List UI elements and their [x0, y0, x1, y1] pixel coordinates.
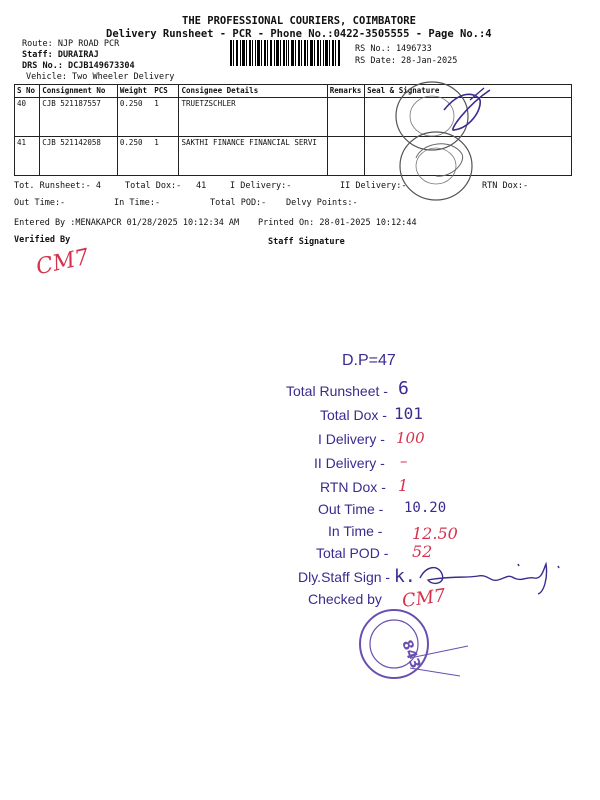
dp-note: D.P=47 — [342, 352, 396, 369]
cell-pcs: 1 — [152, 137, 179, 176]
handwritten-initials: CM7 — [33, 244, 92, 281]
vehicle-text: Vehicle: Two Wheeler Delivery — [26, 72, 175, 82]
hw-label-total-runsheet: Total Runsheet - — [286, 383, 388, 399]
hw-value-in-time: 12.50 — [412, 524, 458, 543]
delvy-points-label: Delvy Points:- — [286, 198, 358, 208]
hw-label-total-dox: Total Dox - — [320, 407, 387, 423]
col-pcs: PCS — [152, 85, 179, 98]
total-dox-value: 41 — [196, 181, 207, 191]
finance-seal-stamp — [392, 128, 482, 208]
hw-value-out-time: 10.20 — [404, 500, 447, 516]
hw-value-total-pod: 52 — [412, 542, 433, 561]
cell-sno: 40 — [15, 98, 40, 137]
cell-consignee: SAKTHI FINANCE FINANCIAL SERVI — [179, 137, 327, 176]
hw-value-rtn-dox: 1 — [398, 476, 409, 495]
company-title: THE PROFESSIONAL COURIERS, COIMBATORE — [182, 15, 416, 27]
cell-remarks — [327, 137, 364, 176]
rtn-dox-label: RTN Dox:- — [482, 181, 529, 191]
cell-remarks — [327, 98, 364, 137]
col-weight: Weight — [117, 85, 152, 98]
hw-value-dly-staff-sign: k. — [394, 566, 416, 587]
hw-label-rtn-dox: RTN Dox - — [320, 479, 386, 495]
col-sno: S No — [15, 85, 40, 98]
cell-consignment: CJB 521187557 — [40, 98, 118, 137]
tot-runsheet: Tot. Runsheet:- 4 — [14, 181, 101, 191]
staff-signature-label: Staff Signature — [268, 237, 345, 247]
staff-text: Staff: DURAIRAJ — [22, 50, 99, 60]
rs-no: RS No.: 1496733 — [355, 44, 432, 54]
hw-label-out-time: Out Time - — [318, 501, 384, 517]
route-text: Route: NJP ROAD PCR — [22, 39, 120, 49]
runsheet-title: Delivery Runsheet - PCR - Phone No.:0422-3505555 - Page No.:4 — [106, 28, 492, 40]
i-delivery-label: I Delivery:- — [230, 181, 292, 191]
entered-by: Entered By :MENAKAPCR 01/28/2025 10:12:34 AM — [14, 218, 240, 228]
hw-label-checked-by: Checked by — [308, 591, 382, 607]
drs-text: DRS No.: DCJB149673304 — [22, 61, 135, 71]
hw-value-ii-delivery: – — [400, 452, 408, 470]
pcr-round-stamp — [350, 598, 480, 718]
rs-date: RS Date: 28-Jan-2025 — [355, 56, 458, 66]
col-remarks: Remarks — [327, 85, 364, 98]
hw-value-total-dox: 101 — [394, 404, 423, 423]
cell-pcs: 1 — [152, 98, 179, 137]
out-time-label: Out Time:- — [14, 198, 66, 208]
hw-label-in-time: In Time - — [328, 523, 383, 539]
cell-sno: 41 — [15, 137, 40, 176]
hw-value-checked-by: CM7 — [400, 585, 447, 612]
total-pod-label: Total POD:- — [210, 198, 267, 208]
cell-weight: 0.250 — [117, 98, 152, 137]
hw-label-ii-delivery: II Delivery - — [314, 455, 385, 471]
hw-label-total-pod: Total POD - — [316, 545, 389, 561]
barcode-graphic — [230, 40, 342, 66]
col-consignee: Consignee Details — [179, 85, 327, 98]
barcode — [230, 40, 342, 66]
in-time-label: In Time:- — [114, 198, 161, 208]
hw-value-total-runsheet: 6 — [398, 378, 409, 399]
cell-consignment: CJB 521142058 — [40, 137, 118, 176]
ii-delivery-label: II Delivery:- — [340, 181, 407, 191]
printed-on: Printed On: 28-01-2025 10:12:44 — [258, 218, 417, 228]
total-dox-label: Total Dox:- — [125, 181, 182, 191]
verified-by: Verified By — [14, 235, 71, 245]
cell-weight: 0.250 — [117, 137, 152, 176]
col-seal: Seal & Signature — [365, 85, 572, 98]
hw-label-dly-staff-sign: Dly.Staff Sign - — [298, 569, 391, 585]
pcr-stamp-text: 843 — [398, 637, 424, 671]
col-consignment: Consignment No — [40, 85, 118, 98]
hw-value-i-delivery: 100 — [396, 429, 425, 447]
hw-label-i-delivery: I Delivery - — [318, 431, 385, 447]
cell-consignee: TRUETZSCHLER — [179, 98, 327, 137]
